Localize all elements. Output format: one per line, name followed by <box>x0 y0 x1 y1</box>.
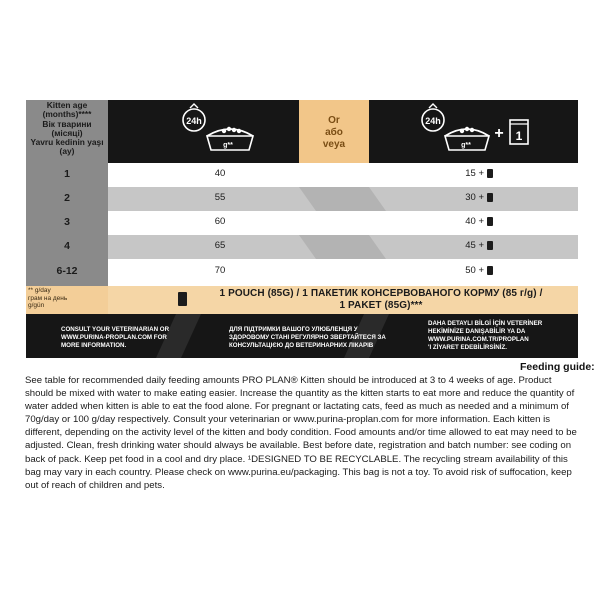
age-header-tr-unit: (ay) <box>59 146 75 157</box>
consult-tr-line: HEKİMİNİZE DANIŞABİLİR YA DA <box>428 328 526 335</box>
dry-hours-label: 24h <box>186 116 202 126</box>
pouch-line-2: 1 PAKET (85G)*** <box>339 300 423 311</box>
age-label: 6-12 <box>56 265 78 277</box>
combo-amount: 50 + <box>465 265 484 276</box>
or-tr: veya <box>322 139 346 150</box>
bowl-plus-pouch-icon <box>369 100 578 163</box>
combo-amount: 30 + <box>465 192 484 203</box>
consult-en-line: CONSULT YOUR VETERINARIAN OR <box>61 326 170 333</box>
plus-sign: + <box>494 125 504 142</box>
pouch-icon <box>487 193 493 202</box>
consult-tr-line: 'I ZİYARET EDEBİLİRSİNİZ. <box>428 344 507 351</box>
or-uk: або <box>325 127 343 138</box>
age-header-en: Kitten age <box>46 100 88 110</box>
or-en: Or <box>328 115 340 126</box>
age-label: 3 <box>64 216 70 228</box>
age-header-uk-unit: (місяці) <box>51 127 83 138</box>
dry-amount: 55 <box>214 192 226 203</box>
dry-amount: 60 <box>214 216 226 227</box>
combo-amount: 15 + <box>465 168 484 179</box>
consult-uk <box>229 326 386 350</box>
age-header-tr: Yavru kedinin yaşı <box>30 137 104 148</box>
pouch-icon <box>487 266 493 275</box>
dry-amount: 70 <box>214 265 226 276</box>
gday-uk: грам на день <box>28 294 68 302</box>
consult-uk-line: ДЛЯ ПІДТРИМКИ ВАШОГО УЛЮБЛЕНЦЯ У <box>229 326 358 333</box>
age-header-uk: Вік тварини <box>42 118 92 129</box>
dry-food-header <box>108 100 299 163</box>
combo-food-header <box>369 100 578 163</box>
consult-uk-line: КОНСУЛЬТАЦІЄЮ ДО ВЕТЕРИНАРНИХ ЛІКАРІВ <box>229 342 374 349</box>
bowl-clock-icon <box>108 100 299 163</box>
consult-tr-line: WWW.PURINA.COM.TR/PROPLAN <box>428 336 529 343</box>
age-header <box>26 100 108 164</box>
pouch-line-1: 1 POUCH (85G) / 1 ПАКЕТИК КОНСЕРВОВАНОГО КОРМУ (85 г/g) / <box>219 288 543 299</box>
dry-unit-label: g** <box>223 142 233 149</box>
age-label: 1 <box>64 168 70 180</box>
consult-en-line: MORE INFORMATION. <box>61 342 127 349</box>
gday-en: ** g/day <box>28 287 51 294</box>
dry-amount: 40 <box>214 168 226 179</box>
age-header-en-unit: (months)**** <box>42 109 92 120</box>
age-label: 2 <box>64 192 70 204</box>
gday-label <box>28 287 67 310</box>
consult-en <box>61 326 169 350</box>
pouch-icon <box>487 241 493 250</box>
combo-hours-label: 24h <box>425 116 441 126</box>
pouch-icon <box>487 217 493 226</box>
pouch-text <box>196 288 566 312</box>
age-label: 4 <box>64 240 70 252</box>
pouch-icon <box>487 169 493 178</box>
gday-tr: g/gün <box>28 302 45 309</box>
pouch-icon <box>178 292 187 306</box>
pouch-count: 1 <box>515 129 523 143</box>
consult-tr <box>428 320 542 352</box>
consult-tr-line: DAHA DETAYLI BİLGİ İÇİN VETERİNER <box>428 320 543 327</box>
combo-unit-label: g** <box>461 142 471 149</box>
row-stripes-decor <box>108 163 578 286</box>
consult-band <box>26 314 578 358</box>
or-box <box>299 100 369 163</box>
consult-en-line: WWW.PURINA-PROPLAN.COM FOR <box>61 334 167 341</box>
combo-amount: 45 + <box>465 240 484 251</box>
consult-uk-line: ЗДОРОВОМУ СТАНІ РЕГУЛЯРНО ЗВЕРТАЙТЕСЯ ЗА <box>229 334 386 341</box>
feeding-guide-text: See table for recommended daily feeding amounts PRO PLAN® Kitten should be introduced at 3 to 4 weeks of age. Product should be mixed with water to make eating easier. Increase the quantity as the kitten starts to eat more and reduce the quantity of water added when kitten is able to eat the food alone. For pregnant or lactating cats, feed as much as needed and a minimum of 70g/day or 100 g/day respectively. Consult your veterinarian or www.purina-proplan.com for more information. Each kitten is different, depending on the activity level of the kitten and body condition. Food amounts and/or time allowed to eat may need to be adjusted. Clean, fresh drinking water should always be available. Best before date, registration and batch number: see coding on back of pack. Keep pet food in a cool and dry place. ¹DESIGNED TO BE RECYCLABLE. The recycling stream availability of this bag may vary in each country. Please check on www.purina.eu/packaging. This bag is not a toy. To avoid risk of suffocation, keep out of reach of children and pets. <box>25 375 577 491</box>
combo-amount: 40 + <box>465 216 484 227</box>
dry-amount: 65 <box>214 240 226 251</box>
feeding-guide-title: Feeding guide: <box>520 361 595 373</box>
